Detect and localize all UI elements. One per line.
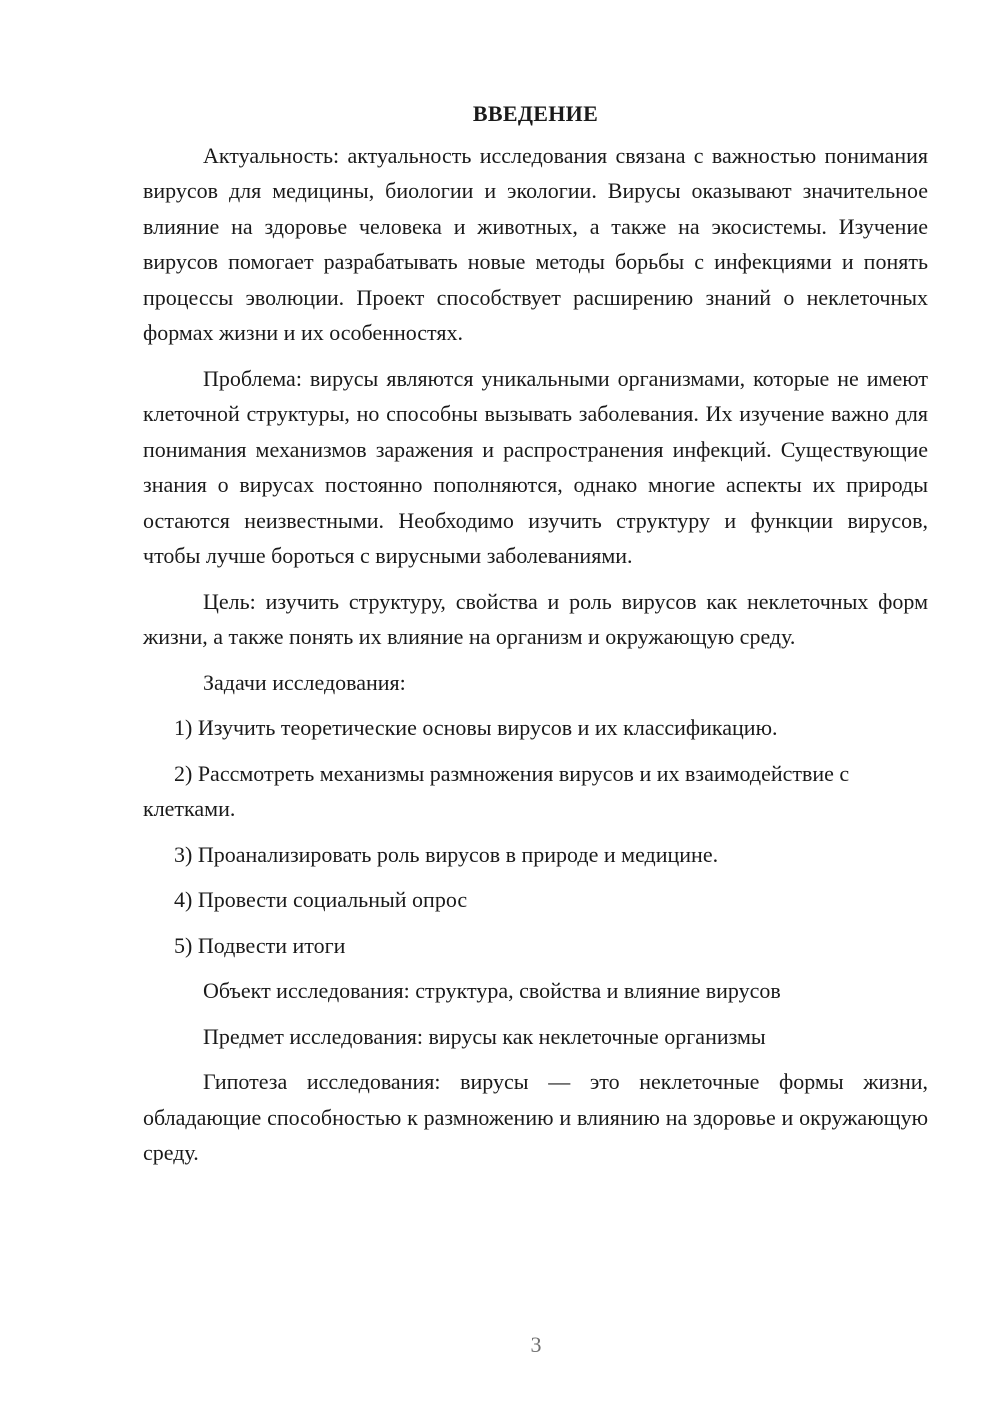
object-line: Объект исследования: структура, свойства и влияние вирусов [203,978,781,1003]
problem-paragraph: Проблема: вирусы являются уникальными организмами, которые не имеют клеточной структуры, но способны вызывать заболевания. Их изучение важно для понимания механизмов заражения и распространения инфекций. Существующие знания о вирусах постоянно пополняются, однако многие аспекты их природы остаются неизвестными. Необходимо изучить структуру и функции вирусов, чтобы лучше бороться с вирусными заболеваниями. [143,365,928,568]
relevance-paragraph: Актуальность: актуальность исследования связана с важностью понимания вирусов для медицины, биологии и экологии. Вирусы оказывают значительное влияние на здоровье человека и животных, а также на экосистемы. Изучение вирусов помогает разрабатывать новые методы борьбы с инфекциями и понять процессы эволюции. Проект способствует расширению знаний о неклеточных формах жизни и их особенностях. [143,142,928,345]
tasks-heading: Задачи исследования: [203,669,406,695]
goal-paragraph: Цель: изучить структуру, свойства и роль вирусов как неклеточных форм жизни, а также понять их влияние на организм и окружающую среду. [143,588,928,649]
page-content [143,96,928,1181]
task-item-2: 2) Рассмотреть механизмы размножения вирусов и их взаимодействие с клетками. [143,760,850,821]
hypothesis-paragraph: Гипотеза исследования: вирусы — это неклеточные формы жизни, обладающие способностью к размножению и влиянию на здоровье и окружающую среду. [143,1069,928,1165]
task-item-4: 4) Провести социальный опрос [174,887,468,912]
task-item-5: 5) Подвести итоги [174,932,346,958]
subject-line: Предмет исследования: вирусы как неклеточные организмы [203,1023,766,1049]
page-title: ВВЕДЕНИЕ [472,101,599,126]
task-item-1: 1) Изучить теоретические основы вирусов и их классификацию. [174,715,778,740]
task-item-3: 3) Проанализировать роль вирусов в природе и медицине. [174,841,719,867]
page-number: 3 [530,1332,542,1357]
